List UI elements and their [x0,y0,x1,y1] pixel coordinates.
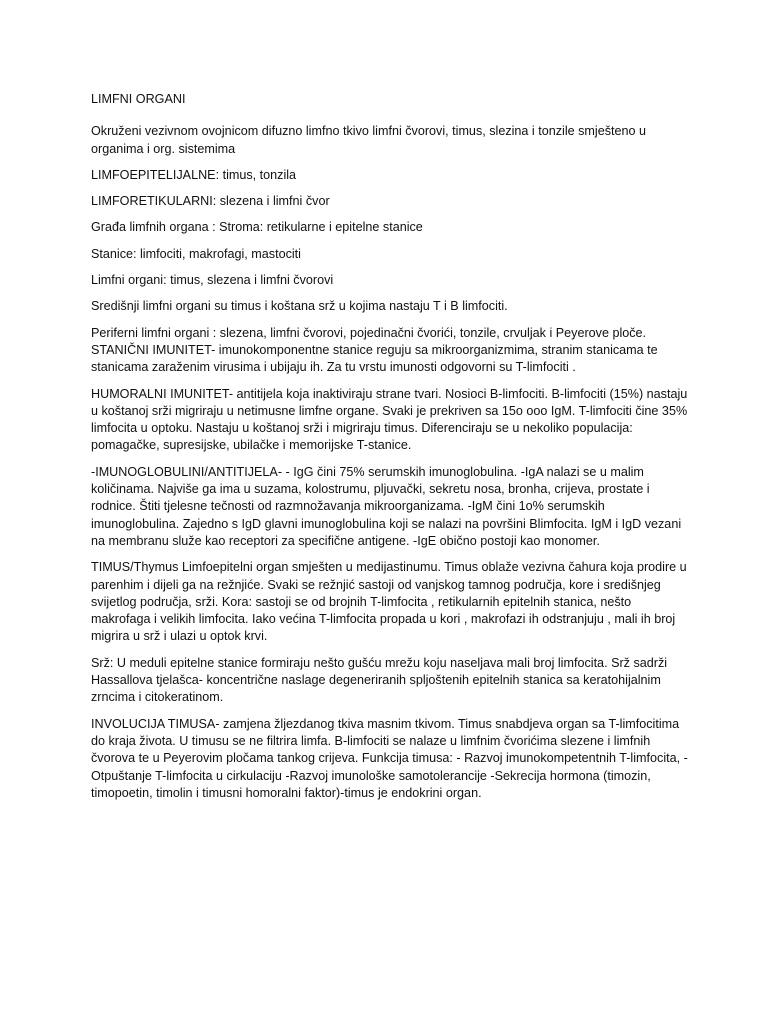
paragraph-grada: Građa limfnih organa : Stroma: retikularne i epitelne stanice [91,220,423,235]
paragraph-intro: Okruženi vezivnom ovojnicom difuzno limfno tkivo limfni čvorovi, timus, slezina i tonzile smještеno u organima i org. sistemima [91,124,647,156]
paragraph-srz: Srž: U meduli epitelne stanice formiraju nešto gušću mrežu koju naseljava mali broj limfocita. Srž sadrži Hassallova tjelašca- koncentrične naslage degeneriranih spljoštenih epitelnih stanica sa keratohijalnim zrncima i citokeratinom. [91,655,668,705]
paragraph-humoralni: HUMORALNI IMUNITET- antitijela koja inaktiviraju strane tvari. Nosioci B-limfociti. B-limfociti (15%) nastaju u koštanoj srži migriraju u netimusne limfne organe. Svaki je prekriven sa 15o ooo IgM. T-limfociti čine 35% limfocita u optoku. Nastaju u koštanoj srži i migriraju timus. Diferenciraju se u nekoliko populacija: pomagačke, supresijske, ubilačke i memorijske T-stanice. [91,386,688,453]
paragraph-periferni: Periferni limfni organi : slezena, limfni čvorovi, pojedinačni čvorići, tonzile, crvuljak i Peyerove ploče. STANIČNI IMUNITET- imunokomponentne stanice reguju sa mikroorganizmima, stranim stanicama te stanicama zaraženim virusima i ubijaju ih. Za tu vrstu imunosti odgovorni su T-limfociti . [91,325,658,375]
paragraph-limfoepitelijalne: LIMFOEPITELIJALNE: timus, tonzila [91,167,297,182]
document-title: LIMFNI ORGANI [91,92,186,106]
paragraph-limforetikularni: LIMFORETIKULARNI: slezena i limfni čvor [91,194,330,209]
document-body [91,91,691,811]
paragraph-sredisnji: Središnji limfni organi su timus i koštana srž u kojima nastaju T i B limfociti. [91,299,508,314]
paragraph-involucija: INVOLUCIJA TIMUSA- zamjena žljezdanog tkiva masnim tkivom. Timus snabdjeva organ sa T-limfocitima do kraja života. U timusu se ne filtrira limfa. B-limfociti se nalaze u limfnim čvorićima slezene i limfnih čvorova te u Peyerovim pločama tankog crijeva. Funkcija timusa: - Razvoj imunokompetentnih T-limfocita, -Otpuštanje T-limfocita u cirkulaciju -Razvoj imunološke samotolerancije -Sekrecija hormona (timozin, timopoetin, timolin i timusni homoralni faktor)-timus je endokrini organ. [91,716,688,800]
paragraph-timus: TIMUS/Thymus Limfoepitelni organ smješten u medijastinumu. Timus oblaže vezivna čahura koja prodire u parenhim i dijeli ga na režnjiće. Svaki se režnjić sastoji od vanjskog tamnog područja, kore i središnjeg svijetlog područja, srži. Kora: sastoji se od brojnih T-limfocita , retikularnih epitelnih stanica, nešto makrofaga i velikih limfocita. Iako većina T-limfocita propada u kori , makrofazi ih odstranjuju , mali ih broj migrira u srž i ulazi u optok krvi. [91,560,687,644]
paragraph-limfni-organi: Limfni organi: timus, slezena i limfni čvorovi [91,273,334,288]
paragraph-stanice: Stanice: limfociti, makrofagi, mastociti [91,246,301,261]
paragraph-imunoglobulini: -IMUNOGLOBULINI/ANTITIJELA- - IgG čini 75% serumskih imunoglobulina. -IgA nalazi se u malim količinama. Najviše ga ima u suzama, kolostrumu, pljuvački, sekretu nosa, bronha, crijeva, prostate i rodnice. Štiti tjelesne tečnosti od razmnožavanja mikroorganizama. -IgM čini 1o% serumskih imunoglobulina. Zajedno s IgD glavni imunoglobulina koji se nalazi na površini Blimfocita. IgM i IgD vezani na membranu služe kao receptori za specifične antigene. -IgE obično postoji kao monomer. [91,464,682,548]
